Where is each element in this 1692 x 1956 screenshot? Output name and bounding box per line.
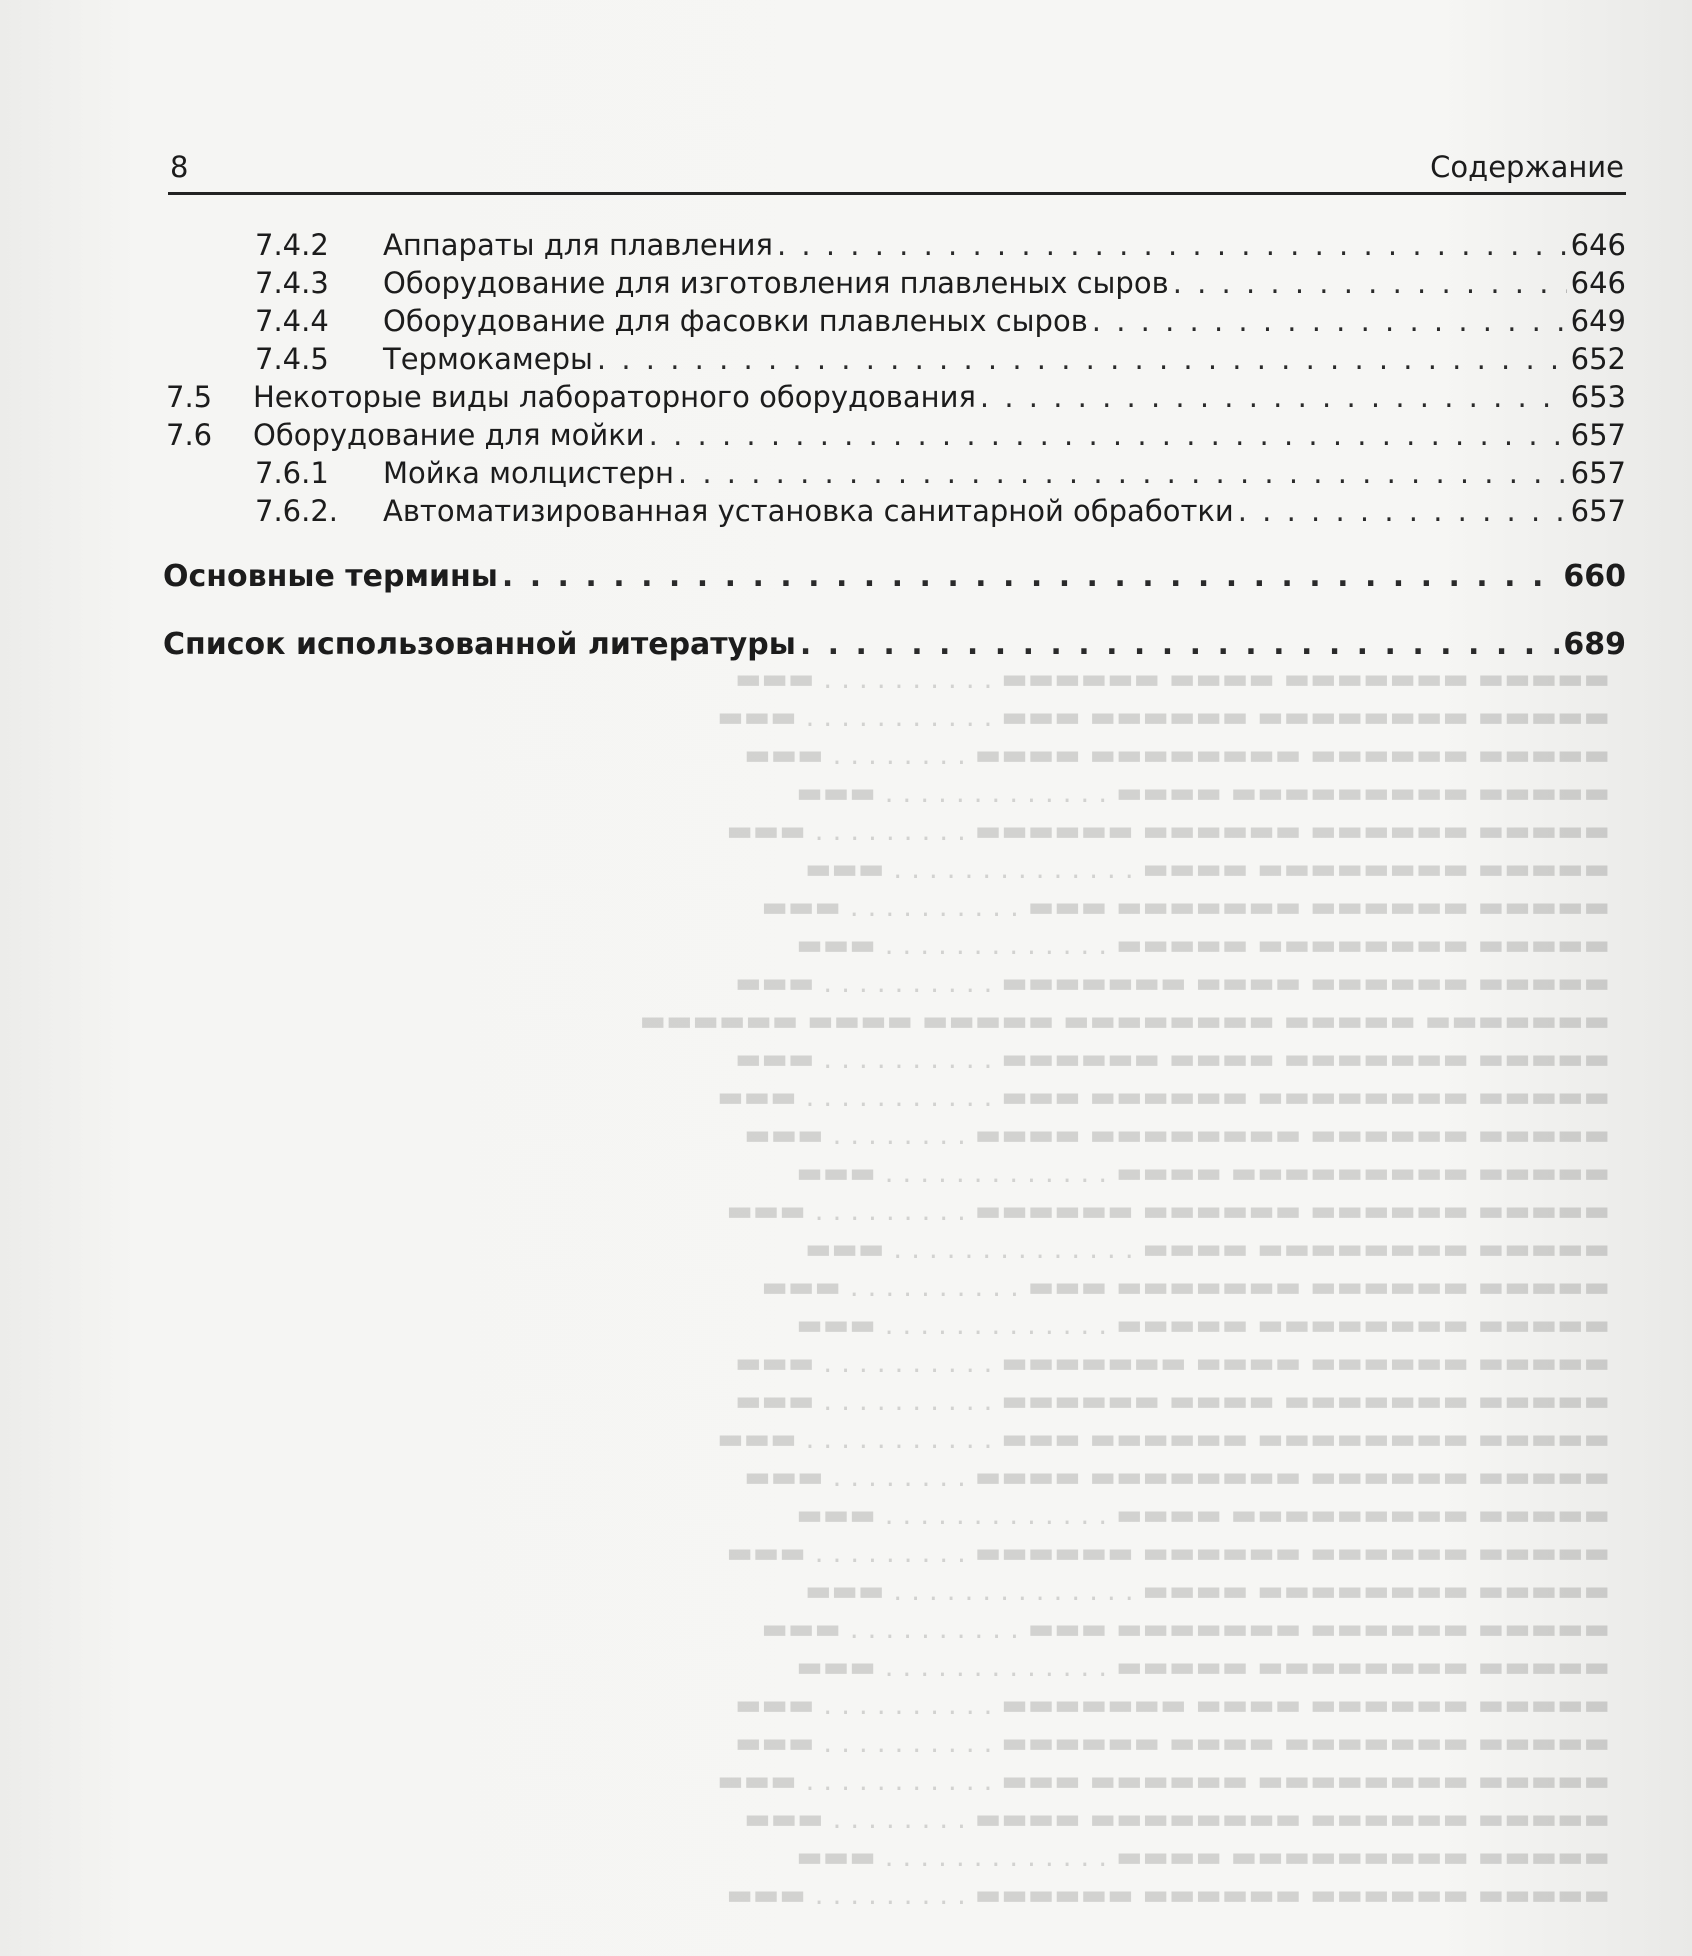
dot-leader <box>649 418 1567 452</box>
toc-entry-title: Список использованной литературы <box>163 627 796 662</box>
dot-leader <box>1173 266 1567 300</box>
toc-entry-7-6[interactable] <box>166 418 1626 456</box>
toc-entry-7-4-5[interactable] <box>255 342 1626 380</box>
page-number: 8 <box>170 150 189 184</box>
toc-entry-7-6-1[interactable] <box>255 456 1626 494</box>
toc-entry-page: 660 <box>1563 559 1626 594</box>
toc-entry-number: 7.6 <box>166 418 213 452</box>
toc-entry-page: 646 <box>1570 228 1626 262</box>
dot-leader <box>1092 304 1567 338</box>
toc-entry-7-6-2[interactable] <box>255 494 1626 532</box>
toc-entry-page: 689 <box>1563 627 1626 662</box>
toc-entry-number: 7.4.3 <box>255 266 329 300</box>
toc-entry-7-4-2[interactable] <box>255 228 1626 266</box>
toc-entry-7-5[interactable] <box>166 380 1626 418</box>
toc-entry-number: 7.4.2 <box>255 228 329 262</box>
dot-leader <box>777 228 1567 262</box>
dot-leader <box>597 342 1567 376</box>
toc-entry-number: 7.4.4 <box>255 304 329 338</box>
toc-entry-title: Оборудование для изготовления плавленых сыров <box>383 266 1169 300</box>
running-title: Содержание <box>1430 150 1624 184</box>
toc-entry-7-4-4[interactable] <box>255 304 1626 342</box>
toc-entry-page: 657 <box>1570 456 1626 490</box>
toc-entry-title: Оборудование для мойки <box>253 418 645 452</box>
toc-entry-title: Автоматизированная установка санитарной обработки <box>383 494 1234 528</box>
page-header <box>168 148 1626 195</box>
dot-leader <box>980 380 1567 414</box>
toc-entry-title: Термокамеры <box>383 342 593 376</box>
toc-entry-glossary[interactable] <box>163 559 1626 597</box>
toc-entry-title: Оборудование для фасовки плавленых сыров <box>383 304 1088 338</box>
dot-leader <box>800 627 1560 662</box>
toc-entry-page: 657 <box>1570 418 1626 452</box>
toc-entry-title: Некоторые виды лабораторного оборудования <box>253 380 976 414</box>
toc-entry-title: Основные термины <box>163 559 498 594</box>
dot-leader <box>678 456 1567 490</box>
toc-entry-number: 7.4.5 <box>255 342 329 376</box>
dot-leader <box>502 559 1560 594</box>
toc-entry-page: 649 <box>1570 304 1626 338</box>
toc-entry-7-4-3[interactable] <box>255 266 1626 304</box>
toc-entry-number: 7.6.2. <box>255 494 339 528</box>
toc-entry-number: 7.6.1 <box>255 456 329 490</box>
toc-entry-number: 7.5 <box>166 380 213 414</box>
toc-entry-page: 652 <box>1570 342 1626 376</box>
bleed-through-texture: ▬▬▬▬▬ ▬▬▬▬▬▬▬ ▬▬▬▬ ▬▬▬▬▬▬ . . . . . . . . . . ▬▬▬ ▬▬▬▬▬ ▬▬▬▬▬▬▬▬ ▬▬▬▬▬▬ ▬▬▬ . . . . . . . . . . . ▬▬▬ ▬▬▬▬▬ ▬▬▬▬▬▬ ▬▬▬▬▬▬▬▬ ▬▬▬▬ . . . . . . . . ▬▬▬ ▬▬▬▬▬ ▬▬▬▬▬▬▬▬▬ ▬▬▬▬ . . . . . . . . . . . . . ▬▬▬ ▬▬▬▬▬ ▬▬▬▬▬▬ ▬▬▬▬▬▬ ▬▬▬▬▬▬ . . . . . . . . . ▬▬▬ ▬▬▬▬▬ ▬▬▬▬▬▬▬▬ ▬▬▬▬ . . . . . . . . . . . . . . ▬▬▬ ▬▬▬▬▬ ▬▬▬▬▬▬ ▬▬▬▬▬▬▬ ▬▬▬ . . . . . . . . . . ▬▬▬ ▬▬▬▬▬ ▬▬▬▬▬▬▬▬ ▬▬▬▬▬ . . . . . . . . . . . . . ▬▬▬ ▬▬▬▬▬ ▬▬▬▬▬▬ ▬▬▬▬ ▬▬▬▬▬▬▬ . . . . . . . . . . ▬▬▬ ▬▬▬▬▬▬▬ ▬▬▬▬▬ ▬▬▬▬▬▬▬▬ ▬▬▬▬▬ ▬▬▬▬ ▬▬▬▬▬▬ ▬▬▬▬▬ ▬▬▬▬▬▬▬ ▬▬▬▬ ▬▬▬▬▬▬ . . . . . . . . . . ▬▬▬ ▬▬▬▬▬ ▬▬▬▬▬▬▬▬ ▬▬▬▬▬▬ ▬▬▬ . . . . . . . . . . . ▬▬▬ ▬▬▬▬▬ ▬▬▬▬▬▬ ▬▬▬▬▬▬▬▬ ▬▬▬▬ . . . . . . . . ▬▬▬ ▬▬▬▬▬ ▬▬▬▬▬▬▬▬▬ ▬▬▬▬ . . . . . . . . . . . . . ▬▬▬ ▬▬▬▬▬ ▬▬▬▬▬▬ ▬▬▬▬▬▬ ▬▬▬▬▬▬ . . . . . . . . . ▬▬▬ ▬▬▬▬▬ ▬▬▬▬▬▬▬▬ ▬▬▬▬ . . . . . . . . . . . . . . ▬▬▬ ▬▬▬▬▬ ▬▬▬▬▬▬ ▬▬▬▬▬▬▬ ▬▬▬ . . . . . . . . . . ▬▬▬ ▬▬▬▬▬ ▬▬▬▬▬▬▬▬ ▬▬▬▬▬ . . . . . . . . . . . . . ▬▬▬ ▬▬▬▬▬ ▬▬▬▬▬▬ ▬▬▬▬ ▬▬▬▬▬▬▬ . . . . . . . . . . ▬▬▬ ▬▬▬▬▬ ▬▬▬▬▬▬▬ ▬▬▬▬ ▬▬▬▬▬▬ . . . . . . . . . . ▬▬▬ ▬▬▬▬▬ ▬▬▬▬▬▬▬▬ ▬▬▬▬▬▬ ▬▬▬ . . . . . . . . . . . ▬▬▬ ▬▬▬▬▬ ▬▬▬▬▬▬ ▬▬▬▬▬▬▬▬ ▬▬▬▬ . . . . . . . . ▬▬▬ ▬▬▬▬▬ ▬▬▬▬▬▬▬▬▬ ▬▬▬▬ . . . . . . . . . . . . . ▬▬▬ ▬▬▬▬▬ ▬▬▬▬▬▬ ▬▬▬▬▬▬ ▬▬▬▬▬▬ . . . . . . . . . ▬▬▬ ▬▬▬▬▬ ▬▬▬▬▬▬▬▬ ▬▬▬▬ . . . . . . . . . . . . . . ▬▬▬ ▬▬▬▬▬ ▬▬▬▬▬▬ ▬▬▬▬▬▬▬ ▬▬▬ . . . . . . . . . . ▬▬▬ ▬▬▬▬▬ ▬▬▬▬▬▬▬▬ ▬▬▬▬▬ . . . . . . . . . . . . . ▬▬▬ ▬▬▬▬▬ ▬▬▬▬▬▬ ▬▬▬▬ ▬▬▬▬▬▬▬ . . . . . . . . . . ▬▬▬ ▬▬▬▬▬ ▬▬▬▬▬▬▬ ▬▬▬▬ ▬▬▬▬▬▬ . . . . . . . . . . ▬▬▬ ▬▬▬▬▬ ▬▬▬▬▬▬▬▬ ▬▬▬▬▬▬ ▬▬▬ . . . . . . . . . . . ▬▬▬ ▬▬▬▬▬ ▬▬▬▬▬▬ ▬▬▬▬▬▬▬▬ ▬▬▬▬ . . . . . . . . ▬▬▬ ▬▬▬▬▬ ▬▬▬▬▬▬▬▬▬ ▬▬▬▬ . . . . . . . . . . . . . ▬▬▬ ▬▬▬▬▬ ▬▬▬▬▬▬ ▬▬▬▬▬▬ ▬▬▬▬▬▬ . . . . . . . . . ▬▬▬ <box>639 662 1610 1911</box>
toc-entry-page: 653 <box>1570 380 1626 414</box>
dot-leader <box>1238 494 1567 528</box>
toc-entry-title: Мойка молцистерн <box>383 456 674 490</box>
toc-entry-page: 646 <box>1570 266 1626 300</box>
toc-entry-title: Аппараты для плавления <box>383 228 773 262</box>
toc-entry-page: 657 <box>1570 494 1626 528</box>
